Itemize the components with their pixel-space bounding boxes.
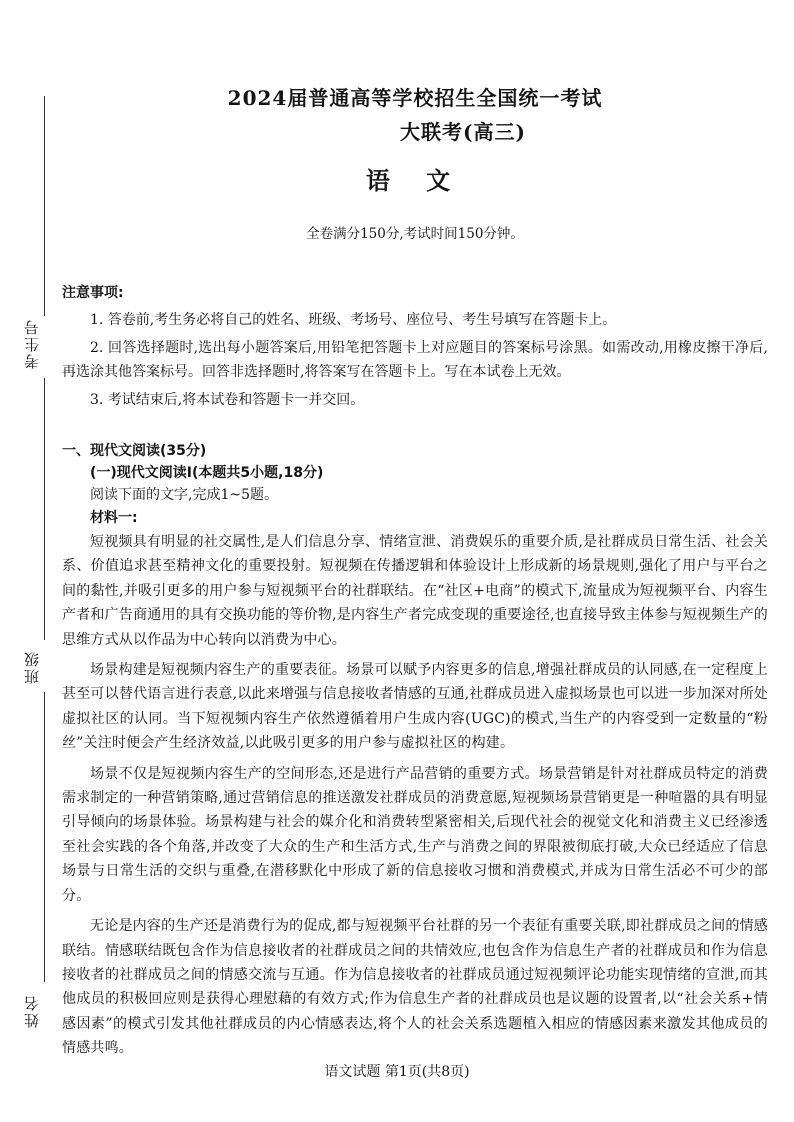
margin-line-upper [44, 378, 45, 640]
material-paragraph: 短视频具有明显的社交属性,是人们信息分享、情绪宣泄、消费娱乐的重要介质,是社群成员日常生活、社会关系、价值追求甚至精神文化的重要投射。短视频在传播逻辑和体验设计上形成新的场景规则,强化了用户与平台之间的黏性,并吸引更多的用户参与短视频平台的社群联结。在“社区+电商”的模式下,流量成为短视频平台、内容生产者和广告商通用的具有交换功能的等价物,是内容生产者完成变现的重要途径,也直接导致主体参与短视频生产的思维方式从以作品为中心转向以消费为中心。 [62, 534, 768, 648]
subsection-heading: (一)现代文阅读Ⅰ(本题共5小题,18分) [90, 465, 324, 481]
page-footer: 语文试题 第1页(共8页) [324, 1064, 470, 1080]
note-item: 2. 回答选择题时,选出每小题答案后,用铅笔把答题卡上对应题目的答案标号涂黑。如需改动,用橡皮擦干净后,再选涂其他答案标号。回答非选择题时,将答案写在答题卡上。写在本试卷上无效。 [62, 340, 768, 380]
material-paragraph: 无论是内容的生产还是消费行为的促成,都与短视频平台社群的另一个表征有重要关联,即社群成员之间的情感联结。情感联结既包含作为信息接收者的社群成员之间的共情效应,也包含作为信息生产者的社群成员和作为信息接收者的社群成员之间的情感交流与互通。作为信息接收者的社群成员通过短视频评论功能实现情绪的宣泄,而其他成员的积极回应则是获得心理慰藉的有效方式;作为信息生产者的社群成员也是议题的设置者,以“社会关系+情感因素”的模式引发其他社群成员的内心情感表达,将个人的社会关系选题植入相应的情感因素来激发其他成员的情感共鸣。 [62, 918, 768, 1057]
margin-line-top [44, 96, 45, 316]
title-block [62, 84, 768, 244]
notes-heading: 注意事项: [62, 285, 124, 301]
note-item: 3. 考试结束后,将本试卷和答题卡一并交回。 [90, 392, 365, 408]
material-paragraph: 场景构建是短视频内容生产的重要表征。场景可以赋予内容更多的信息,增强社群成员的认同感,在一定程度上甚至可以替代语言进行表意,以此来增强与信息接收者情感的互通,社群成员进入虚拟场景也可以进一步加深对所处虚拟社区的认同。当下短视频内容生产依然遵循着用户生成内容(UGC)的模式,当生产的内容受到一定数量的“粉丝”关注时便会产生经济效益,以此吸引更多的用户参与虚拟社区的构建。 [62, 662, 768, 752]
reading-instruction: 阅读下面的文字,完成1~5题。 [90, 487, 278, 503]
material-label: 材料一: [90, 510, 138, 526]
score-time-line: 全卷满分150分,考试时间150分钟。 [306, 226, 524, 242]
exam-page [62, 84, 768, 1067]
exam-title: 2024届普通高等学校招生全国统一考试 [227, 86, 603, 110]
candidate-number-label: 考生号 [23, 318, 41, 369]
exam-subtitle: 大联考(高三) [400, 120, 526, 144]
class-label: 班级 [23, 650, 41, 684]
name-label: 姓名 [23, 994, 41, 1028]
binding-margin [0, 0, 60, 1122]
margin-line-lower [44, 692, 45, 982]
material-paragraph: 场景不仅是短视频内容生产的空间形态,还是进行产品营销的重要方式。场景营销是针对社群成员特定的消费需求制定的一种营销策略,通过营销信息的推送激发社群成员的消费意愿,短视频场景营销更是一种喧嚣的具有明显引导倾向的场景体验。场景构建与社会的媒介化和消费转型紧密相关,后现代社会的视觉文化和消费主义已经渗透至社会实践的各个角落,并改变了大众的生产和生活方式,生产与消费之间的界限被彻底打破,大众已经适应了信息场景与日常生活的交织与重叠,在潜移默化中形成了新的信息接收习惯和消费模式,并成为日常生活必不可少的部分。 [62, 765, 768, 904]
note-item: 1. 答卷前,考生务必将自己的姓名、班级、考场号、座位号、考生号填写在答题卡上。 [90, 312, 617, 328]
subject-title: 语 文 [365, 166, 465, 195]
section-heading: 一、现代文阅读(35分) [62, 443, 207, 459]
